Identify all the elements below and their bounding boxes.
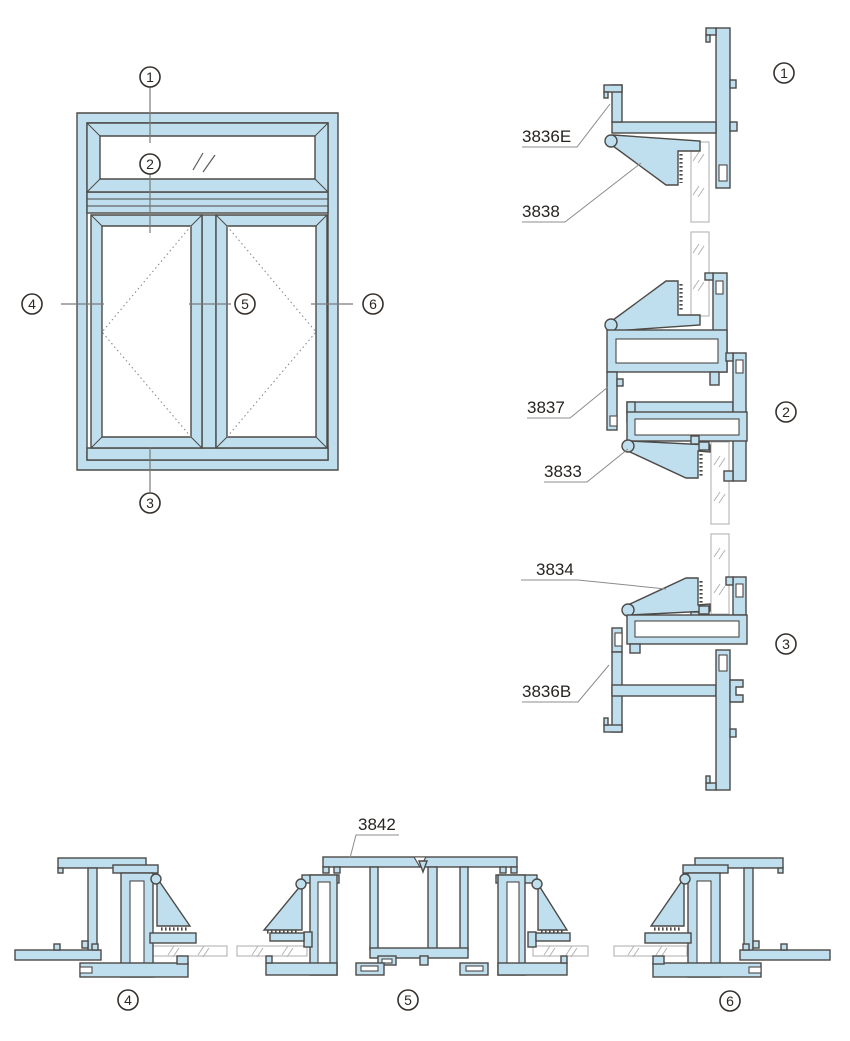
section-marker-1 [774, 63, 794, 83]
part-number: 3836B [522, 682, 572, 701]
profile-shape [511, 867, 517, 873]
transom-bar [87, 192, 328, 213]
part-number: 3834 [536, 560, 574, 579]
profile-shape [706, 776, 710, 783]
profile-shape [705, 273, 713, 280]
glass-pane-horizontal [614, 946, 687, 957]
profile-shape [304, 932, 312, 947]
profile-shape [614, 946, 687, 956]
profile-shape [604, 85, 622, 92]
section-marker-3 [776, 634, 796, 654]
sill-frame-profile [604, 628, 743, 790]
section-detail-4 [15, 858, 227, 1010]
marker-number: 3 [146, 495, 154, 511]
profile-shape [92, 944, 98, 950]
profile-shape [604, 92, 608, 98]
profile-shape [697, 881, 711, 963]
profile-shape [536, 933, 570, 941]
profile-shape [532, 879, 542, 889]
profile-shape [605, 319, 617, 331]
profile-shape [82, 941, 88, 948]
profile-shape [80, 963, 188, 977]
profile-shape [610, 416, 617, 426]
profile-shape [651, 878, 684, 926]
profile-shape [428, 867, 437, 950]
profile-shape [605, 135, 617, 147]
glazing-bead [645, 874, 691, 943]
profile-shape [730, 729, 736, 737]
profile-shape [724, 471, 733, 481]
part-label-3838 [522, 163, 641, 222]
profile-shape [193, 153, 203, 170]
marker-number: 1 [780, 65, 788, 81]
profile-shape [151, 874, 161, 884]
profile-shape [719, 655, 727, 671]
profile-shape [266, 956, 272, 963]
profile-shape [706, 35, 710, 42]
part-label-3842 [350, 815, 399, 858]
profile-shape [460, 867, 468, 950]
marker-number: 5 [404, 992, 412, 1008]
profile-shape [157, 878, 190, 926]
profile-shape [645, 933, 691, 943]
profile-shape [350, 835, 399, 858]
section-detail-5 [237, 815, 588, 1010]
profile-shape [699, 442, 709, 450]
profile-shape [635, 621, 739, 637]
marker-number: 2 [146, 156, 154, 172]
marker-number: 3 [782, 636, 790, 652]
profile-shape [507, 882, 519, 968]
right-sash-stile [496, 875, 570, 975]
marker-number: 6 [369, 296, 377, 312]
profile-shape [216, 215, 327, 448]
profile-shape [613, 135, 700, 185]
profile-shape [630, 441, 710, 478]
profile-shape [80, 967, 92, 973]
part-label-3834 [521, 560, 666, 589]
profile-shape [296, 879, 306, 889]
glass-pane-vertical [711, 442, 729, 614]
profile-shape [152, 946, 227, 956]
profile-shape [604, 718, 608, 725]
section-detail-3 [521, 560, 796, 790]
part-label-3836B [522, 665, 609, 702]
profile-shape [500, 867, 506, 873]
opening-direction-line [102, 226, 191, 437]
section-detail-6 [614, 858, 830, 1011]
profile-shape [736, 584, 743, 597]
section-marker-4 [118, 990, 138, 1010]
profile-shape [710, 372, 719, 385]
part-label-3836E [522, 104, 610, 147]
profile-shape [150, 933, 196, 943]
profile-shape [736, 360, 743, 373]
profile-shape [740, 950, 830, 960]
glass-symbol [193, 153, 215, 172]
inner-sill-band [87, 448, 328, 460]
profile-shape [730, 122, 737, 131]
profile-shape [266, 963, 337, 975]
part-label-3833 [544, 449, 628, 482]
profile-shape [87, 123, 328, 192]
part-label-3837 [527, 387, 608, 418]
profile-shape [264, 884, 302, 930]
profile-shape [318, 882, 330, 968]
profile-shape [616, 339, 718, 363]
glass-pane-vertical [691, 142, 709, 316]
profile-shape [622, 604, 634, 616]
profile-shape [699, 606, 709, 614]
profile-shape [630, 644, 640, 653]
profile-shape [778, 868, 783, 873]
part-number: 3842 [358, 815, 396, 834]
profile-shape [334, 867, 340, 873]
profile-shape [744, 868, 753, 952]
head-glazing-bead [605, 135, 700, 185]
profile-shape [370, 867, 378, 950]
profile-shape [726, 577, 733, 585]
profile-shape [622, 440, 634, 452]
marker-number: 4 [124, 992, 132, 1008]
profile-shape [711, 534, 729, 614]
glass-pane-horizontal [152, 946, 227, 957]
profile-shape [521, 580, 666, 589]
profile-shape [612, 122, 716, 133]
profile-shape [91, 215, 202, 448]
part-number: 3833 [544, 462, 582, 481]
marker-number: 2 [782, 404, 790, 420]
profile-shape [617, 379, 623, 386]
marker-number: 5 [241, 296, 249, 312]
profile-shape [630, 578, 710, 615]
profile-shape [683, 865, 728, 873]
elevation-view [22, 67, 383, 513]
profile-shape [130, 881, 144, 963]
mullion-profile [323, 857, 517, 975]
profile-shape [749, 967, 761, 973]
marker-number: 4 [28, 296, 36, 312]
profile-shape [753, 941, 759, 948]
profile-shape [361, 966, 378, 971]
left-sash-stile [264, 875, 339, 975]
section-marker-2 [776, 402, 796, 422]
left-sash-panel [91, 215, 202, 448]
profile-shape [711, 442, 729, 524]
part-number: 3836E [522, 127, 572, 146]
profile-shape [615, 633, 622, 646]
opening-direction-line [227, 226, 316, 437]
profile-shape [528, 932, 536, 947]
profile-shape [237, 946, 307, 956]
profile-shape [88, 868, 97, 952]
section-marker-6 [720, 991, 740, 1011]
profile-shape [561, 956, 567, 963]
profile-shape [613, 281, 700, 331]
profile-shape [323, 867, 329, 873]
profile-shape [730, 680, 743, 702]
profile-shape [653, 963, 761, 977]
profile-shape [466, 966, 483, 971]
fixed-panel [87, 123, 328, 192]
profile-shape [15, 950, 101, 960]
profile-shape [730, 80, 736, 88]
profile-shape [635, 419, 739, 435]
glazing-bead [150, 874, 196, 943]
profile-shape [54, 944, 60, 950]
profile-shape [726, 353, 733, 361]
profile-shape [706, 783, 716, 790]
profile-shape [706, 28, 716, 35]
profile-shape [203, 155, 215, 172]
profile-shape [420, 956, 428, 965]
marker-number: 1 [146, 69, 154, 85]
profile-shape [113, 865, 158, 873]
profile-shape [177, 956, 188, 964]
section-detail-1 [522, 28, 794, 316]
profile-shape [653, 956, 664, 964]
profile-shape [498, 963, 567, 975]
profile-shape [716, 28, 730, 188]
profile-shape [680, 874, 690, 884]
part-number: 3838 [522, 202, 560, 221]
profile-shape [270, 933, 304, 941]
profile-shape [691, 436, 699, 444]
profile-shape [604, 725, 622, 732]
section-marker-5 [398, 990, 418, 1010]
profile-shape [691, 142, 709, 222]
profile-shape [781, 944, 787, 950]
profile-shape [58, 868, 63, 873]
marker-number: 6 [726, 993, 734, 1009]
profile-shape [612, 685, 716, 696]
profile-shape [743, 944, 749, 950]
part-number: 3837 [527, 398, 565, 417]
profile-shape [716, 281, 723, 294]
profile-shape [719, 165, 727, 181]
profile-shape [538, 884, 567, 930]
profile-shape [533, 946, 588, 956]
right-sash-panel [216, 215, 327, 448]
mullion-bar [202, 215, 216, 448]
